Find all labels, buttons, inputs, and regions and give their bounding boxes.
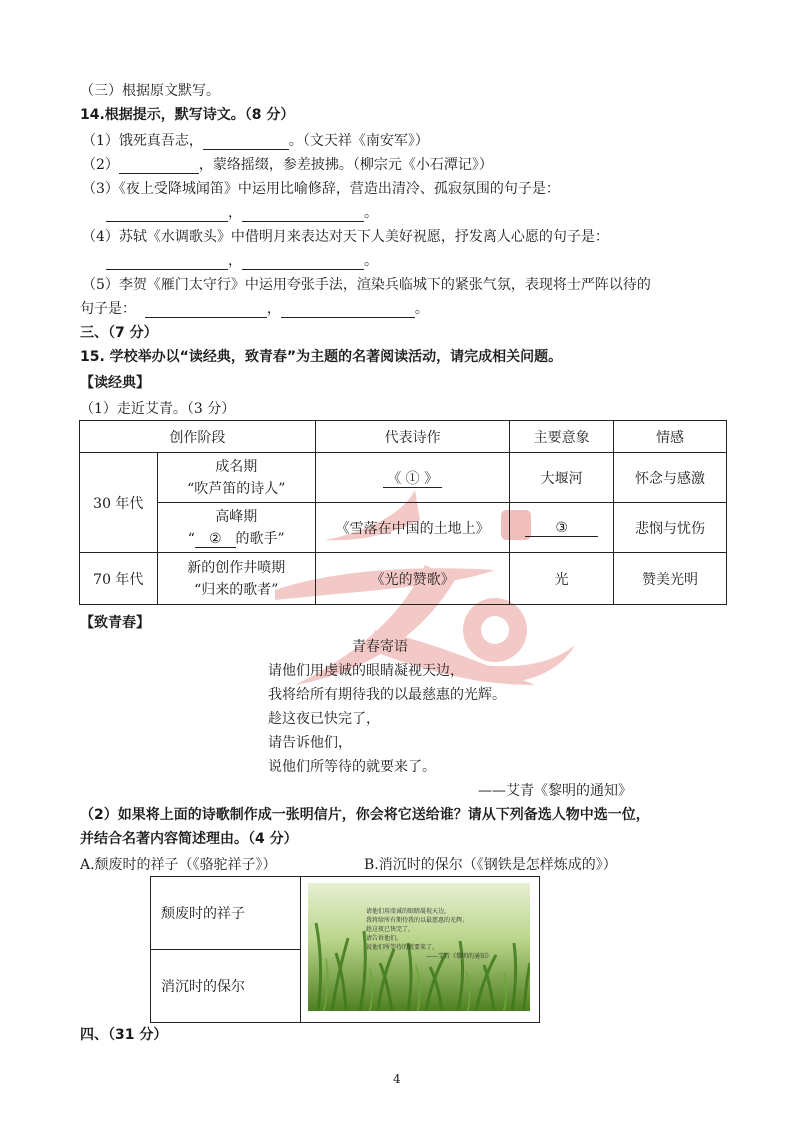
q14-5-answer-line: [80, 298, 429, 318]
poem-line: 我将给所有期待我的以最慈惠的光辉。: [268, 687, 506, 703]
q14-5-prefix: 句子是：: [80, 301, 136, 317]
answer-blank[interactable]: [242, 207, 364, 222]
question-14-title: 14.根据提示，默写诗文。（8 分）: [80, 107, 295, 123]
era-cell: 70 年代: [80, 553, 158, 605]
q14-3-answer-line: [106, 202, 378, 222]
q14-1-suffix: 。（文天祥《南安军》）: [288, 133, 429, 149]
read-classics-label: 【读经典】: [80, 375, 150, 391]
answer-blank[interactable]: [281, 303, 415, 318]
comma: ，: [228, 253, 242, 269]
youth-label: 【致青春】: [80, 615, 150, 631]
aiqing-works-table: [79, 420, 727, 605]
poem-line: 趁这夜已快完了，: [268, 711, 380, 727]
header-stage: 创作阶段: [80, 421, 316, 453]
emotion-cell: 悲悯与忧伤: [613, 503, 726, 553]
question-15-title: 15. 学校举办以“读经典，致青春”为主题的名著阅读活动，请完成相关问题。: [80, 349, 563, 365]
part-4-heading: 四、（31 分）: [80, 1027, 168, 1043]
answer-blank[interactable]: [106, 207, 228, 222]
comma: ，: [228, 205, 242, 221]
imagery-cell: 大堰河: [510, 453, 614, 503]
section-heading: （三）根据原文默写。: [80, 83, 220, 99]
q14-2-suffix: ，蒙络摇缀，参差披拂。（柳宗元《小石潭记》）: [198, 157, 493, 173]
q14-4-answer-line: [106, 250, 378, 270]
option-a: A.颓废时的祥子（《骆驼祥子》）: [80, 857, 277, 873]
answer-blank-1[interactable]: 《 ① 》: [383, 471, 442, 488]
answer-blank[interactable]: [203, 135, 289, 150]
imagery-cell: [510, 503, 614, 553]
emotion-cell: 怀念与感激: [613, 453, 726, 503]
poem-cell: [315, 453, 510, 503]
photo-text-line: 我将给所有期待我的以最慈惠的光辉。: [366, 917, 469, 924]
sub-question-1: （1）走近艾青。（3 分）: [80, 401, 236, 417]
poem-line: 请他们用虔诚的眼睛凝视天边，: [268, 663, 464, 679]
question-14-1: [82, 130, 429, 150]
period: 。: [414, 301, 429, 317]
sub-question-2-cont: 并结合名著内容简述理由。（4 分）: [80, 831, 298, 847]
emotion-cell: 赞美光明: [613, 553, 726, 605]
stage-title: “吹芦笛的诗人”: [187, 480, 286, 497]
answer-blank[interactable]: [119, 159, 199, 174]
poem-line: 说他们所等待的就要来了。: [268, 759, 436, 775]
stage-name: 成名期: [215, 458, 258, 475]
stage-cell: [157, 503, 315, 553]
poem-attribution: ——艾青《黎明的通知》: [478, 783, 632, 799]
option-b: B.消沉时的保尔（《钢铁是怎样炼成的》）: [364, 857, 617, 873]
q14-1-prefix: （1）饿死真吾志，: [82, 133, 203, 149]
photo-text-line: 请他们用虔诚的眼睛凝视天边，: [366, 908, 451, 915]
answer-blank[interactable]: [106, 255, 228, 270]
recipient-paul[interactable]: 消沉时的保尔: [151, 950, 301, 1023]
stage-name: 高峰期: [215, 508, 258, 525]
photo-text-line: ——艾青《黎明的通知》: [426, 953, 493, 960]
question-14-5: （5）李贺《雁门太守行》中运用夸张手法，渲染兵临城下的紧张气氛，表现将士严阵以待的: [82, 277, 651, 293]
question-14-2: [82, 154, 493, 174]
q14-2-prefix: （2）: [82, 157, 119, 173]
comma: ，: [266, 301, 281, 317]
answer-blank-3[interactable]: ③: [525, 520, 598, 537]
recipient-xiangzi[interactable]: 颓废时的祥子: [151, 877, 301, 950]
answer-blank[interactable]: [145, 303, 267, 318]
question-14-4: （4）苏轼《水调歌头》中借明月来表达对天下人美好祝愿，抒发离人心愿的句子是：: [82, 229, 609, 245]
period: 。: [364, 205, 378, 221]
stage-title: “ ② 的歌手”: [187, 530, 285, 547]
stage-cell: [157, 453, 315, 503]
stage-cell: [157, 553, 315, 605]
page-number: 4: [393, 1072, 401, 1086]
photo-text-line: 说他们所等待的就要来了。: [366, 944, 439, 951]
answer-blank-2[interactable]: ②: [195, 531, 236, 548]
period: 。: [364, 253, 378, 269]
poem-title: 青春寄语: [352, 639, 408, 655]
header-emotion: 情感: [613, 421, 726, 453]
poem-line: 请告诉他们，: [268, 735, 352, 751]
header-imagery: 主要意象: [510, 421, 614, 453]
header-poem: 代表诗作: [315, 421, 510, 453]
stage-name: 新的创作井喷期: [187, 559, 286, 576]
postcard-photo: [308, 883, 530, 1011]
stage-title: “归来的歌者”: [194, 581, 279, 598]
imagery-cell: 光: [510, 553, 614, 605]
poem-cell: 《雪落在中国的土地上》: [315, 503, 510, 553]
photo-text-line: 趁这夜已快完了，: [366, 926, 415, 933]
sub-question-2: （2）如果将上面的诗歌制作成一张明信片，你会将它送给谁？请从下列备选人物中选一位，: [80, 807, 650, 823]
era-cell: 30 年代: [80, 453, 158, 553]
answer-blank[interactable]: [242, 255, 364, 270]
poem-cell: 《光的赞歌》: [315, 553, 510, 605]
part-3-heading: 三、（7 分）: [80, 325, 158, 341]
question-14-3: （3）《夜上受降城闻笛》中运用比喻修辞，营造出清冷、孤寂氛围的句子是：: [82, 181, 560, 197]
photo-text-line: 请告诉他们，: [366, 935, 403, 942]
